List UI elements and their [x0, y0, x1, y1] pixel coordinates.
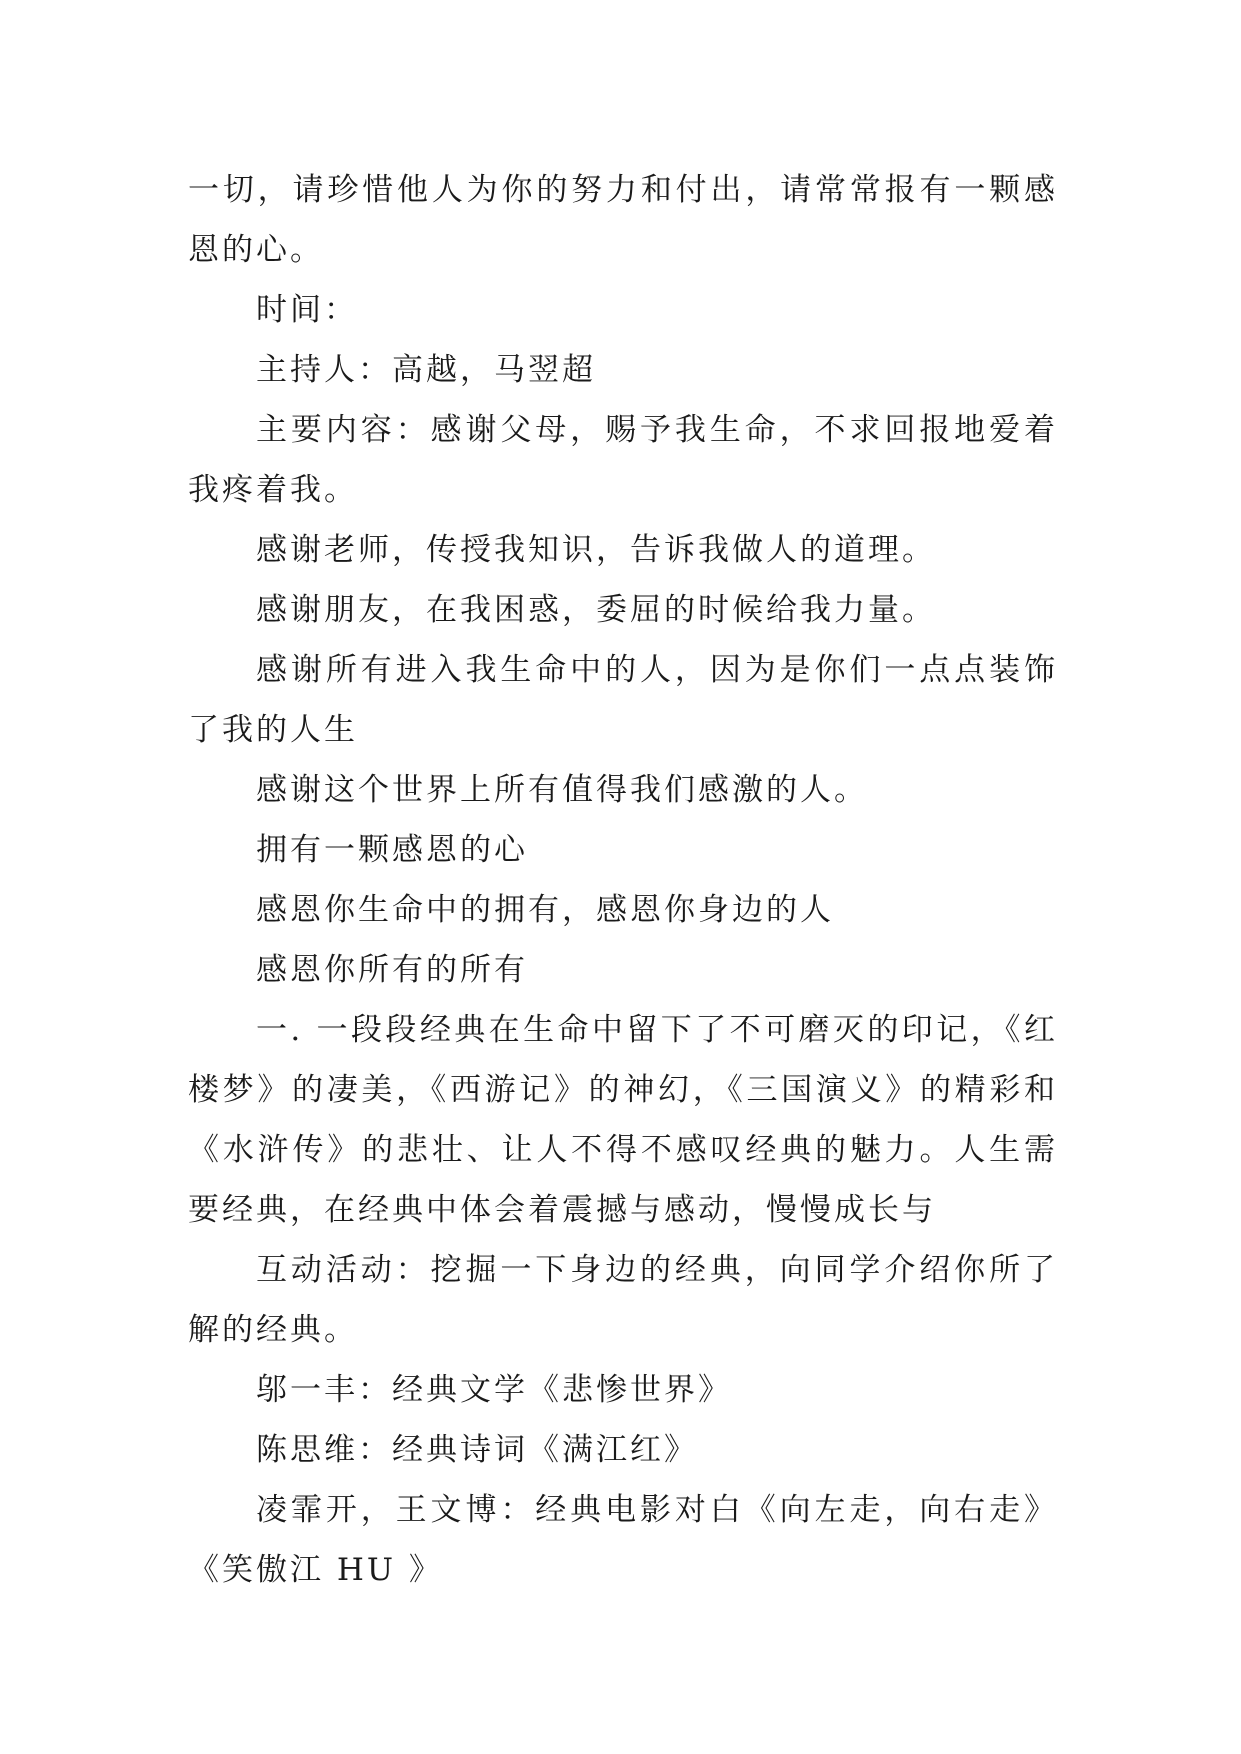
- paragraph-wu-yifeng: 邬一丰：经典文学《悲惨世界》: [256, 1372, 732, 1408]
- paragraph-classics: 一. 一段段经典在生命中留下了不可磨灭的印记，《红楼梦》的凄美，《西游记》的神幻，《三国演义》的精彩和《水浒传》的悲壮、让人不得不感叹经典的魅力。人生需要经典，在经典中体会着震撼与感动，慢慢成长与: [188, 1012, 1058, 1228]
- paragraph-ling-wang: 凌霏开，王文博：经典电影对白《向左走，向右走》《笑傲江 HU 》: [188, 1492, 1058, 1588]
- paragraph-grateful-life: 感恩你生命中的拥有，感恩你身边的人: [256, 892, 834, 928]
- paragraph-grateful-heart: 拥有一颗感恩的心: [256, 832, 528, 868]
- paragraph-chen-siwei: 陈思维：经典诗词《满江红》: [256, 1432, 698, 1468]
- paragraph-main-content: 主要内容：感谢父母，赐予我生命，不求回报地爱着我疼着我。: [188, 412, 1058, 508]
- paragraph-grateful-all: 感恩你所有的所有: [256, 952, 528, 988]
- paragraph-time: 时间：: [256, 292, 358, 328]
- paragraph-thank-friends: 感谢朋友，在我困惑，委屈的时候给我力量。: [256, 592, 936, 628]
- paragraph-interactive-activity: 互动活动：挖掘一下身边的经典，向同学介绍你所了解的经典。: [188, 1252, 1058, 1348]
- paragraph-thank-everyone: 感谢所有进入我生命中的人，因为是你们一点点装饰了我的人生: [188, 652, 1058, 748]
- paragraph-thank-teachers: 感谢老师，传授我知识，告诉我做人的道理。: [256, 532, 936, 568]
- document-body: [188, 160, 1058, 1600]
- paragraph-intro-continuation: 一切，请珍惜他人为你的努力和付出，请常常报有一颗感恩的心。: [188, 172, 1058, 268]
- paragraph-hosts: 主持人：高越，马翌超: [256, 352, 596, 388]
- paragraph-thank-world: 感谢这个世界上所有值得我们感激的人。: [256, 772, 868, 808]
